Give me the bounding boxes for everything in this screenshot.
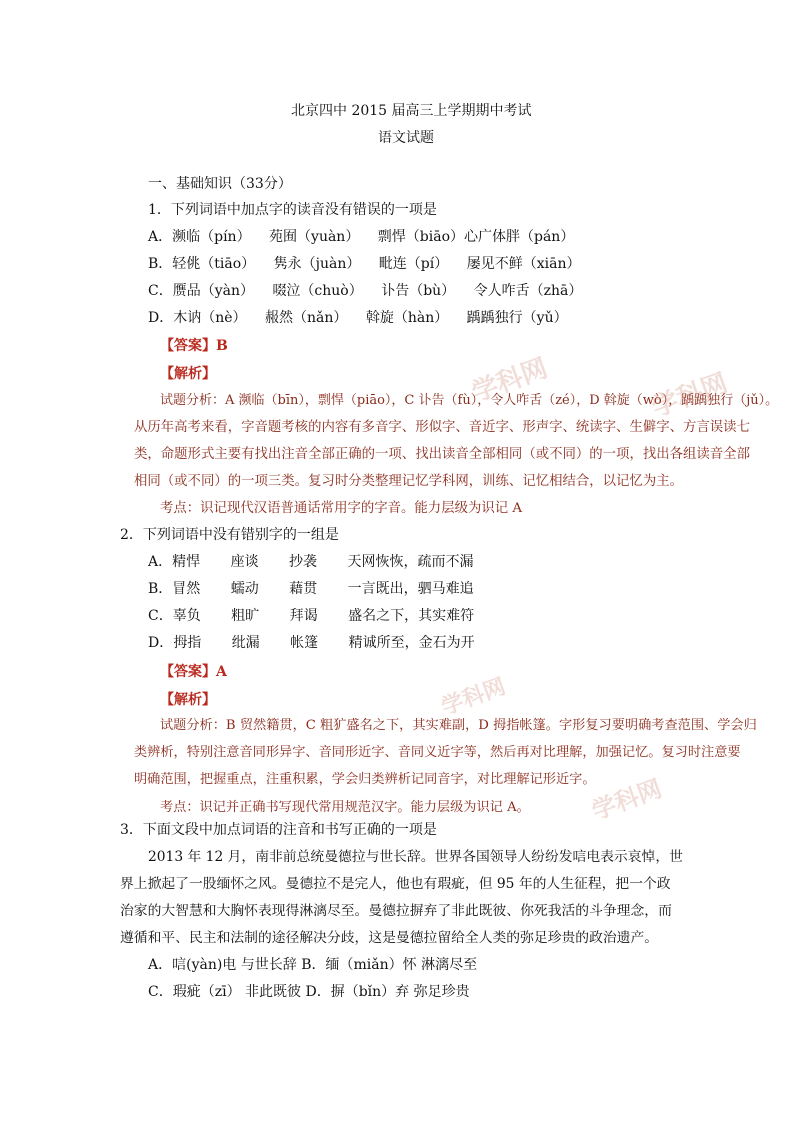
option-item: 藉贯	[289, 581, 318, 597]
q3-stem: 3．下面文段中加点词语的注音和书写正确的一项是	[120, 822, 437, 838]
option-item: A．濒临（pín）	[148, 229, 251, 245]
option-item: 粗旷	[231, 608, 260, 624]
option-item: D．木讷（nè）	[148, 310, 247, 326]
q1-answer: 【答案】B	[160, 338, 228, 354]
q1-analysis-line: 相同（或不同）的一项三类。复习时分类整理记忆学科网，训练、记忆相结合，以记忆为主。	[134, 474, 684, 489]
watermark: 学科网	[468, 353, 552, 409]
q2-option-b	[148, 579, 474, 599]
q2-analysis-line: 类辨析，特别注意音同形异字、音同形近字、音同义近字等，然后再对比理解，加强记忆。复习时注意要	[134, 745, 741, 760]
q2-analysis-line: 试题分析：B 贸然籍贯，C 粗犷盛名之下，其实难副，D 拇指帐篷。字形复习要明确考查范围、学会归	[160, 718, 757, 733]
q1-option-d	[148, 308, 568, 328]
q1-option-a	[148, 227, 574, 247]
watermark: 学科网	[648, 368, 732, 424]
option-item: 精诚所至，金石为开	[348, 635, 475, 651]
option-item: C．赝品（yàn）	[148, 283, 254, 299]
q3-passage-line: 2013 年 12 月，南非前总统曼德拉与世长辞。世界各国领导人纷纷发唁电表示哀悼，世	[148, 849, 683, 865]
option-item: A．唁(yàn)电	[148, 957, 237, 973]
option-item: 一言既出，驷马难追	[347, 581, 474, 597]
option-item: 啜泣（chuò）	[272, 283, 363, 299]
option-item: 讣告（bù）	[381, 283, 456, 299]
option-item: D．拇指	[148, 635, 202, 651]
q3-option-row	[148, 955, 477, 975]
q2-analysis-label: 【解析】	[160, 692, 216, 708]
q2-option-c	[148, 606, 474, 626]
q1-analysis-line: 从历年高考来看，字音题考核的内容有多音字、形似字、音近字、形声字、统读字、生僻字、方言误读七	[134, 420, 750, 435]
option-item: 抄袭	[289, 554, 318, 570]
option-item: 非此既彼	[245, 984, 302, 1000]
option-item: 踽踽独行（yǔ）	[466, 310, 568, 326]
section-heading: 一、基础知识（33分）	[148, 176, 292, 192]
q1-kaodian: 考点：识记现代汉语普通话常用字的字音。能力层级为识记 A	[160, 501, 523, 516]
option-item: 赧然（nǎn）	[264, 310, 348, 326]
q3-option-row	[148, 982, 470, 1002]
q2-option-a	[148, 552, 473, 572]
option-item: 弥足珍贵	[413, 984, 470, 1000]
option-item: 令人咋舌（zhā）	[473, 283, 583, 299]
q1-analysis-label: 【解析】	[160, 366, 216, 382]
option-item: 纰漏	[231, 635, 260, 651]
option-item: B．轻佻（tiāo）	[148, 256, 256, 272]
q1-analysis-line: 类，命题形式主要有找出注音全部正确的一项、找出读音全部相同（或不同）的一项，找出各组读音全部	[134, 447, 750, 462]
option-item: C．瑕疵（zī）	[148, 984, 241, 1000]
option-item: 天网恢恢，疏而不漏	[347, 554, 474, 570]
option-item: 剽悍（biāo）心广体胖（pán）	[377, 229, 575, 245]
q3-passage-line: 治家的大智慧和大胸怀表现得淋漓尽至。曼德拉摒弃了非此既彼、你死我活的斗争理念，而	[120, 903, 672, 919]
q2-answer: 【答案】A	[160, 664, 227, 680]
watermark: 学科网	[588, 774, 666, 826]
page-subtitle: 语文试题	[378, 130, 434, 146]
option-item: B．冒然	[148, 581, 201, 597]
option-item: 屡见不鲜（xiān）	[466, 256, 581, 272]
option-item: A．精悍	[148, 554, 201, 570]
q1-stem: 1．下列词语中加点字的读音没有错误的一项是	[148, 202, 437, 218]
q2-kaodian: 考点：识记并正确书写现代常用规范汉字。能力层级为识记 A。	[160, 800, 530, 815]
option-item: D．摒（bǐn）弃	[305, 984, 410, 1000]
option-item: 帐篷	[290, 635, 319, 651]
option-item: 蠕动	[230, 581, 259, 597]
option-item: 隽永（juàn）	[273, 256, 361, 272]
option-item: 盛名之下，其实难符	[348, 608, 475, 624]
q1-option-b	[148, 254, 580, 274]
q2-stem: 2．下列词语中没有错别字的一组是	[120, 527, 339, 543]
q1-analysis-line: 试题分析：A 濒临（bīn），剽悍（piāo），C 讣告（fù），令人咋舌（zé），D 斡旋（wò），踽踽独行（jǔ）。	[160, 393, 779, 408]
option-item: B．缅（miǎn）怀	[301, 957, 417, 973]
page-title: 北京四中 2015 届高三上学期期中考试	[291, 103, 532, 119]
watermark: 学科网	[438, 674, 509, 721]
q3-passage-line: 遵循和平、民主和法制的途径解决分歧，这是曼德拉留给全人类的弥足珍贵的政治遗产。	[120, 930, 659, 946]
option-item: 苑囿（yuàn）	[269, 229, 360, 245]
option-item: 与世长辞	[240, 957, 297, 973]
q2-analysis-line: 明确范围，把握重点，注重积累，学会归类辨析记同音字，对比理解记形近字。	[134, 772, 596, 787]
option-item: 淋漓尽至	[421, 957, 478, 973]
option-item: 斡旋（hàn）	[365, 310, 449, 326]
q3-passage-line: 界上掀起了一股缅怀之风。曼德拉不是完人，他也有瑕疵，但 95 年的人生征程，把一个政	[120, 876, 671, 892]
option-item: C．辜负	[148, 608, 201, 624]
q1-option-c	[148, 281, 582, 301]
option-item: 拜谒	[289, 608, 318, 624]
q2-option-d	[148, 633, 475, 653]
option-item: 座谈	[230, 554, 259, 570]
option-item: 毗连（pí）	[378, 256, 449, 272]
